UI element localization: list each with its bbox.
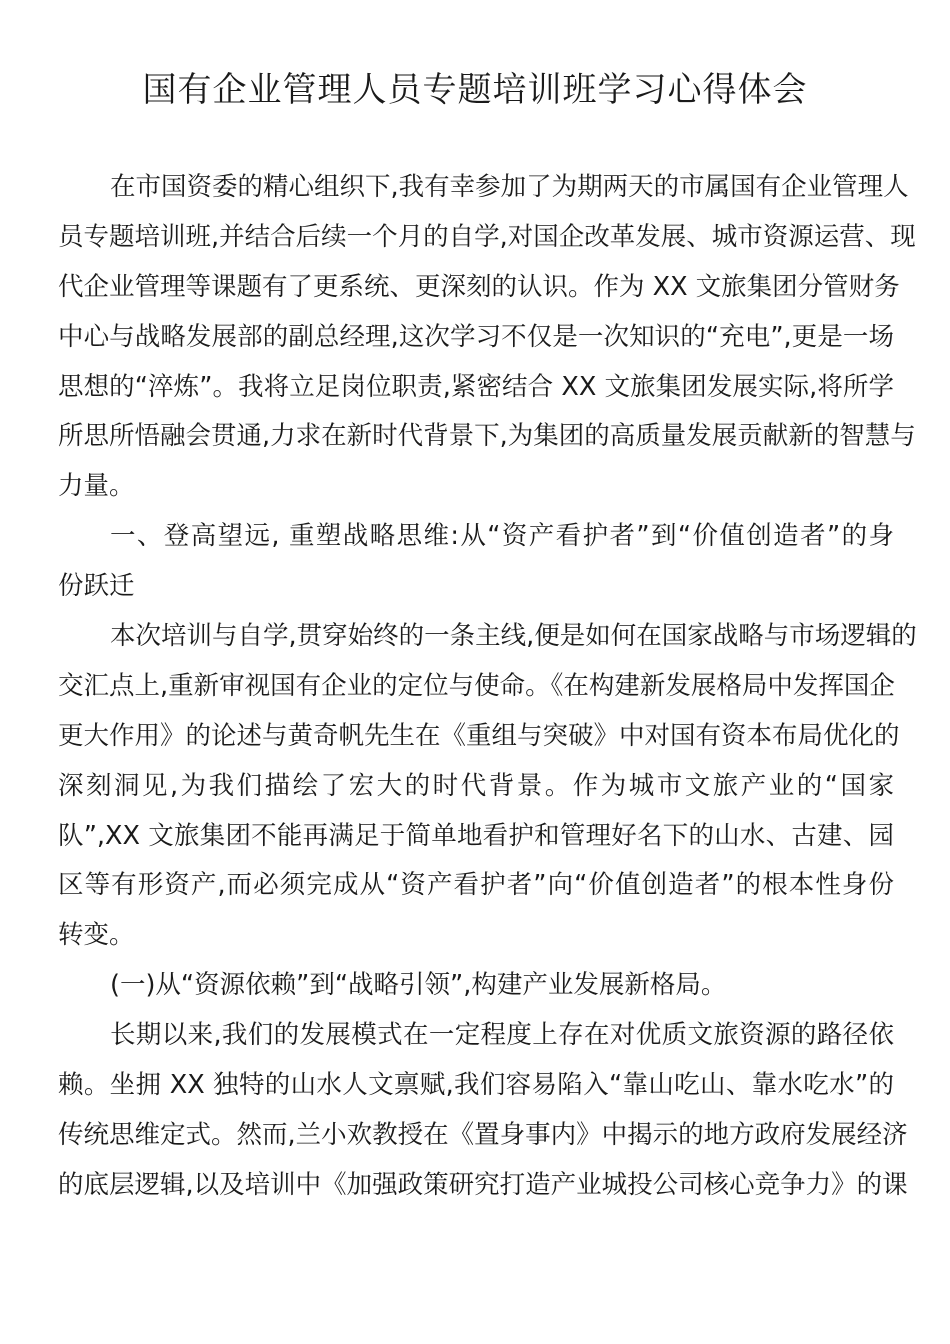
paragraph-line: 所思所悟融会贯通,力求在新时代背景下,为集团的高质量发展贡献新的智慧与 (58, 421, 916, 452)
paragraph-line: 在市国资委的精心组织下,我有幸参加了为期两天的市属国有企业管理人 (110, 172, 909, 202)
paragraph-line: 代企业管理等课题有了更系统、更深刻的认识。作为 XX 文旅集团分管财务 (58, 271, 900, 302)
document-body (58, 166, 917, 1214)
paragraph-line: 更大作用》的论述与黄奇帆先生在《重组与突破》中对国有资本布局优化的 (58, 720, 900, 751)
section-heading-line: 份跃迁 (58, 571, 135, 602)
paragraph-line: 本次培训与自学,贯穿始终的一条主线,便是如何在国家战略与市场逻辑的 (110, 621, 917, 652)
paragraph-line: 长期以来,我们的发展模式在一定程度上存在对优质文旅资源的路径依 (110, 1020, 894, 1051)
paragraph-line: 队”,XX 文旅集团不能再满足于简单地看护和管理好名下的山水、古建、园 (58, 820, 894, 851)
paragraph-line: 中心与战略发展部的副总经理,这次学习不仅是一次知识的“充电”,更是一场 (58, 321, 894, 352)
document-title: 国有企业管理人员专题培训班学习心得体会 (142, 70, 808, 110)
section-heading-line: 一、登高望远, 重塑战略思维:从“资产看护者”到“价值创造者”的身 (110, 521, 894, 552)
paragraph-line: 赖。坐拥 XX 独特的山水人文禀赋,我们容易陷入“靠山吃山、靠水吃水”的 (58, 1070, 894, 1101)
paragraph-line: 区等有形资产,而必须完成从“资产看护者”向“价值创造者”的根本性身份 (58, 870, 894, 901)
paragraph-line: 传统思维定式。然而,兰小欢教授在《置身事内》中揭示的地方政府发展经济 (58, 1119, 908, 1150)
paragraph-line: 深刻洞见,为我们描绘了宏大的时代背景。作为城市文旅产业的“国家 (58, 770, 894, 801)
paragraph-line: 员专题培训班,并结合后续一个月的自学,对国企改革发展、城市资源运营、现 (58, 221, 916, 252)
subsection-heading: (一)从“资源依赖”到“战略引领”,构建产业发展新格局。 (110, 970, 727, 1001)
paragraph-line: 力量。 (58, 471, 135, 502)
paragraph-line: 思想的“淬炼”。我将立足岗位职责,紧密结合 XX 文旅集团发展实际,将所学 (58, 371, 894, 402)
paragraph-line: 交汇点上,重新审视国有企业的定位与使命。《在构建新发展格局中发挥国企 (58, 670, 895, 701)
paragraph-line: 转变。 (58, 920, 135, 951)
paragraph-line: 的底层逻辑,以及培训中《加强政策研究打造产业城投公司核心竞争力》的课 (58, 1169, 908, 1200)
